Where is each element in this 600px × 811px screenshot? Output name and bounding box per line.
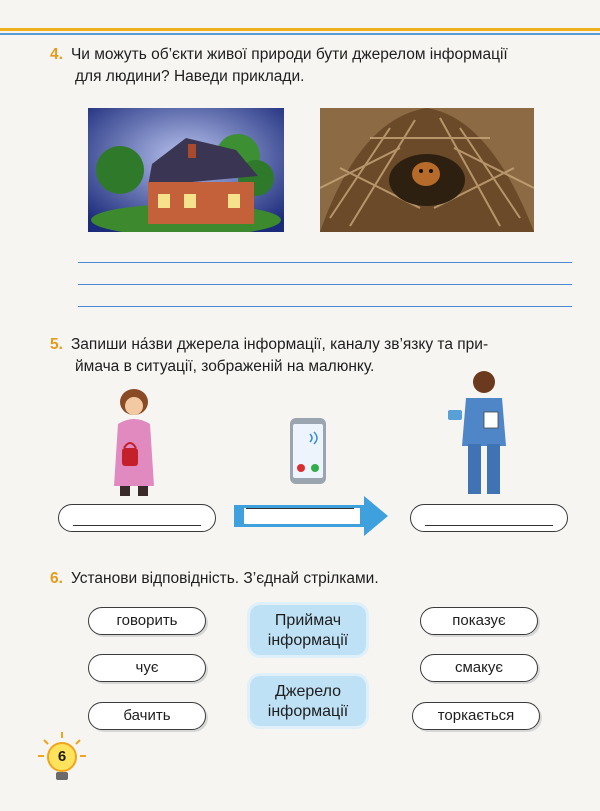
receiver-box-line1: Приймач	[274, 612, 342, 629]
task-5-text-line2: ймача в ситуації, зображеній на малюнку.	[75, 358, 375, 375]
receiver-box[interactable]	[250, 605, 366, 655]
task-4-text-line2: для людини? Наведи приклади.	[75, 68, 305, 85]
verb-right-2[interactable]: смакує	[420, 654, 538, 682]
task-6-text: Установи відповідність. З’єднай стрілками.	[70, 570, 379, 587]
source-box-line2: інформації	[267, 703, 349, 720]
task-5-text-line1: Запиши на́зви джерела інформації, каналу зв’язку та при-	[70, 336, 489, 353]
page-number: 6	[47, 742, 77, 772]
task-4	[50, 44, 580, 88]
answer-line-1[interactable]	[78, 262, 572, 263]
task-5-number: 5.	[50, 336, 63, 353]
source-box[interactable]	[250, 676, 366, 726]
receiver-answer-field[interactable]	[410, 504, 568, 532]
channel-answer-field[interactable]	[246, 508, 354, 509]
top-border-orange	[0, 28, 600, 31]
house-illustration	[88, 108, 284, 232]
verb-right-3[interactable]: торкається	[412, 702, 540, 730]
doctor-illustration	[444, 366, 518, 500]
answer-line-2[interactable]	[78, 284, 572, 285]
source-box-line1: Джерело	[274, 683, 342, 700]
verb-left-1[interactable]: говорить	[88, 607, 206, 635]
task-6-number: 6.	[50, 570, 63, 587]
top-border-blue	[0, 33, 600, 35]
task-4-number: 4.	[50, 46, 63, 63]
task-4-text-line1: Чи можуть об’єкти живої природи бути джерелом інформації	[70, 46, 508, 63]
beaver-lodge-illustration	[320, 108, 534, 232]
answer-line-3[interactable]	[78, 306, 572, 307]
receiver-box-line2: інформації	[267, 632, 349, 649]
verb-left-2[interactable]: чує	[88, 654, 206, 682]
task-6	[50, 568, 580, 590]
verb-right-1[interactable]: показує	[420, 607, 538, 635]
channel-arrow	[232, 494, 392, 538]
source-answer-field[interactable]	[58, 504, 216, 532]
woman-on-phone-illustration	[104, 384, 164, 500]
smartphone-illustration	[286, 416, 330, 486]
verb-left-3[interactable]: бачить	[88, 702, 206, 730]
